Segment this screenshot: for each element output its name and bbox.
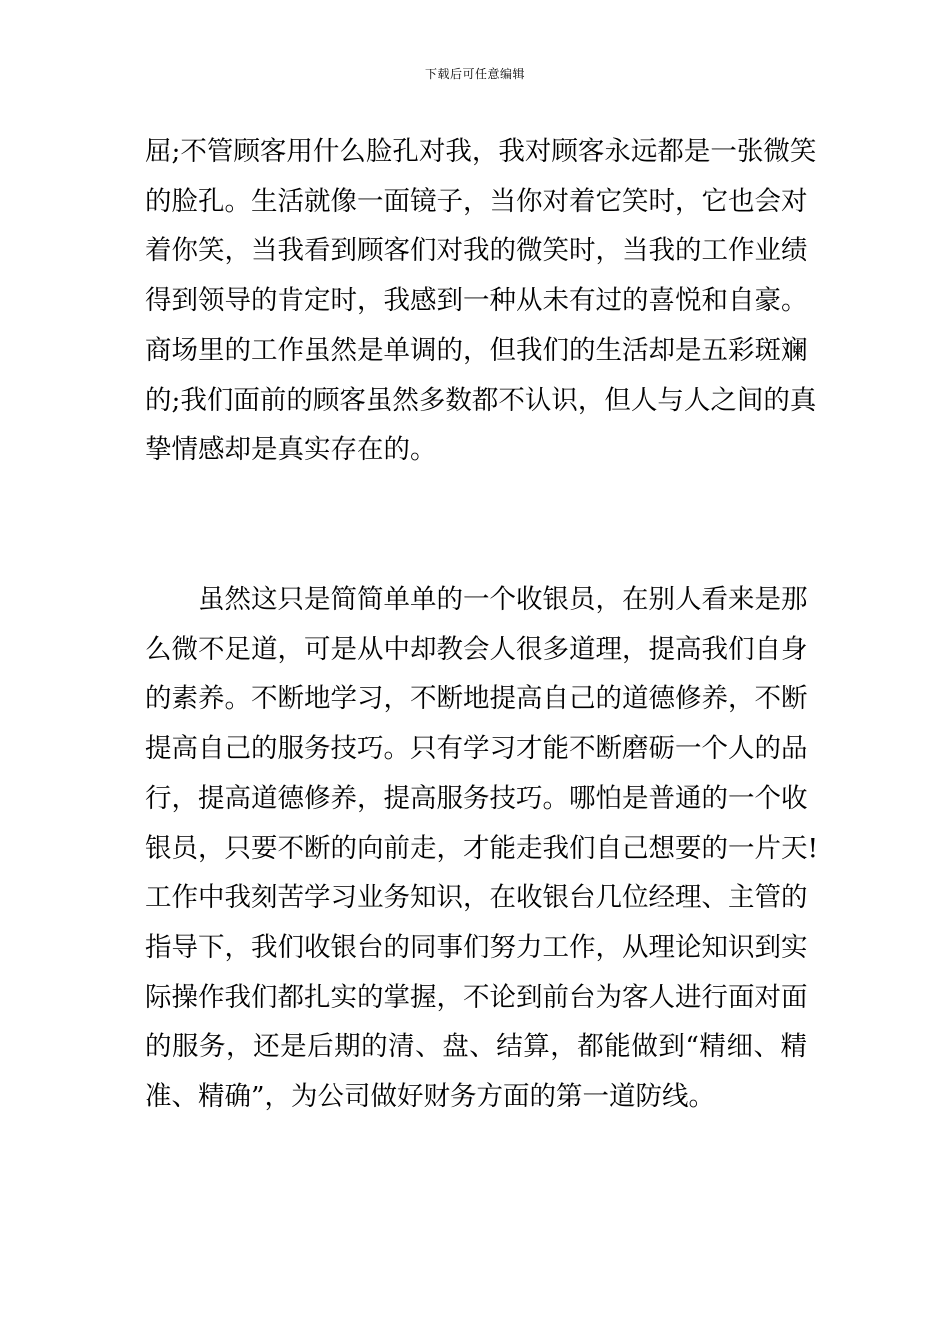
paragraph-2 (145, 575, 819, 1122)
text-line: 么微不足道，可是从中却教会人很多道理，提高我们自身 (145, 633, 808, 665)
text-line: 的脸孔。生活就像一面镜子，当你对着它笑时，它也会对 (145, 185, 808, 217)
page-header: 下载后可任意编辑 (424, 67, 525, 81)
text-line: 的;我们面前的顾客虽然多数都不认识，但人与人之间的真 (145, 384, 817, 416)
text-line: 工作中我刻苦学习业务知识，在收银台几位经理、主管的 (145, 882, 808, 914)
text-line: 际操作我们都扎实的掌握，不论到前台为客人进行面对面 (145, 981, 808, 1013)
text-line: 的素养。不断地学习，不断地提高自己的道德修养，不断 (145, 683, 808, 715)
text-line: 行，提高道德修养，提高服务技巧。哪怕是普通的一个收 (145, 782, 808, 814)
text-line: 着你笑，当我看到顾客们对我的微笑时，当我的工作业绩 (145, 235, 808, 267)
text-line: 挚情感却是真实存在的。 (145, 434, 437, 466)
text-line: 屈;不管顾客用什么脸孔对我，我对顾客永远都是一张微笑 (145, 136, 817, 167)
text-line: 的服务，还是后期的清、盘、结算，都能做到“精细、精 (145, 1031, 807, 1063)
text-line: 商场里的工作虽然是单调的，但我们的生活却是五彩斑斓 (145, 334, 808, 366)
text-line: 准、精确”，为公司做好财务方面的第一道防线。 (145, 1081, 716, 1113)
text-line: 提高自己的服务技巧。只有学习才能不断磨砺一个人的品 (145, 733, 808, 765)
text-line: 指导下，我们收银台的同事们努力工作，从理论知识到实 (145, 931, 808, 963)
text-line: 银员，只要不断的向前走，才能走我们自己想要的一片天! (145, 832, 819, 864)
text-line: 虽然这只是简简单单的一个收银员，在别人看来是那 (198, 584, 808, 615)
paragraph-1 (145, 127, 817, 475)
text-line: 得到领导的肯定时，我感到一种从未有过的喜悦和自豪。 (145, 285, 808, 317)
